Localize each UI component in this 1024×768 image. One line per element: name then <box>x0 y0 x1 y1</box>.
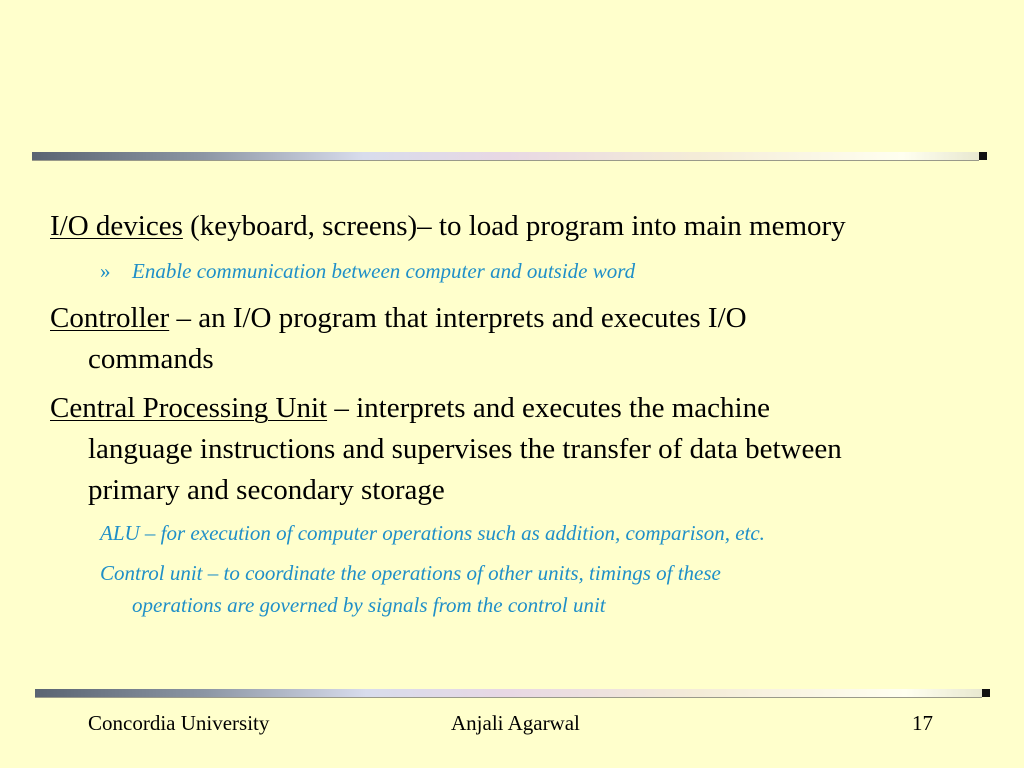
rule-end-cap <box>982 689 990 697</box>
bullet-glyph: » <box>100 259 111 283</box>
footer-institution: Concordia University <box>88 711 270 735</box>
bullet-controller <box>50 298 995 380</box>
footer-divider-rule <box>35 689 982 697</box>
footer-page-number: 17 <box>912 711 933 735</box>
subbullet-text-continued: operations are governed by signals from the control unit <box>132 593 606 617</box>
rule-end-cap <box>979 152 987 160</box>
subbullet-text: Control unit – to coordinate the operations of other units, timings of these <box>100 561 721 585</box>
bullet-text-continued: commands <box>88 343 214 375</box>
subbullet-alu <box>100 517 765 549</box>
footer-author: Anjali Agarwal <box>451 711 580 735</box>
term-controller: Controller <box>50 302 170 334</box>
bullet-text-continued: primary and secondary storage <box>88 474 445 506</box>
term-io-devices: I/O devices <box>50 210 183 242</box>
bullet-text: (keyboard, screens)– to load program into main memory <box>182 210 846 242</box>
subbullet-text: Enable communication between computer and outside word <box>132 259 636 283</box>
title-divider-rule <box>32 152 979 160</box>
bullet-text: – an I/O program that interprets and executes I/O <box>169 302 747 334</box>
bullet-text-continued: language instructions and supervises the transfer of data between <box>88 433 842 465</box>
term-central-processing-unit: Central Processing Unit <box>50 392 328 424</box>
subbullet-enable-communication <box>100 255 635 287</box>
bullet-text: – interprets and executes the machine <box>327 392 770 424</box>
bullet-cpu <box>50 388 995 511</box>
bullet-io-devices <box>50 206 995 247</box>
subbullet-control-unit <box>100 557 721 621</box>
subbullet-text: ALU – for execution of computer operations such as addition, comparison, etc. <box>100 521 765 545</box>
